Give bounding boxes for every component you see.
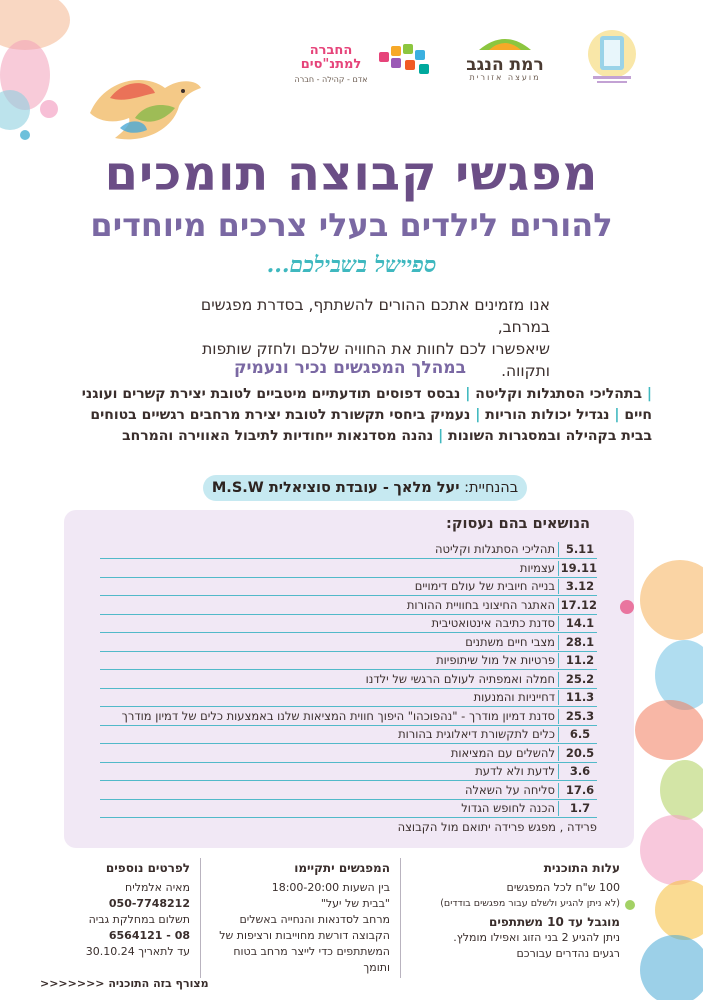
topic-row bbox=[100, 596, 597, 615]
school-emblem bbox=[585, 26, 639, 86]
intro-line-1: אנו מזמינים אתכם ההורים להשתתף, בסדרת מפגשים במרחב, bbox=[200, 296, 550, 336]
meetings-line: בין השעות 18:00-20:00 bbox=[271, 881, 390, 894]
topic-separator bbox=[558, 764, 559, 779]
intro-line-2: שיאפשרו לכם לחוות את החוויה שלכם ולחזק שותפות ותקווה. bbox=[202, 340, 550, 380]
topic-separator bbox=[558, 801, 559, 816]
topic-date: 5.11 bbox=[565, 542, 595, 556]
details-title: לפרטים נוספים bbox=[105, 861, 190, 875]
topic-text: פרידה , מפגש פרידה יתואם מול הקבוצה bbox=[397, 819, 597, 834]
topic-date: 1.7 bbox=[569, 801, 591, 815]
topics-title: הנושאים בהם נעסוק: bbox=[446, 516, 590, 532]
community-center-tagline: אדם - קהילה - חברה bbox=[294, 75, 368, 84]
topic-row bbox=[100, 614, 597, 633]
meetings-line: הקבוצה דורשת מחוייבות ורציפות של bbox=[219, 929, 390, 942]
topic-date: 17.12 bbox=[560, 597, 597, 612]
topic-date: 14.1 bbox=[565, 616, 595, 630]
topic-text: בנייה חיובית של עולם דימויים bbox=[414, 579, 555, 593]
topic-date: 11.2 bbox=[565, 653, 595, 667]
topic-text: עצמיות bbox=[519, 560, 555, 575]
council-name: רמת הנגב bbox=[466, 54, 544, 75]
topic-separator bbox=[558, 561, 559, 576]
topic-row bbox=[100, 818, 597, 837]
deadline: עד לתאריך 30.10.24 bbox=[85, 945, 190, 958]
process-item: בבית בקהילה ובמסגרות השונות bbox=[448, 428, 652, 444]
footer-note bbox=[40, 977, 340, 990]
meetings-line: מרחב לסדנאות והנחייה באשלים bbox=[239, 913, 390, 926]
topic-date: 25.2 bbox=[565, 671, 595, 686]
topic-text: פרטיות אל מול שיתופיות bbox=[436, 653, 555, 667]
cost-line: ניתן להגיע 2 בני הזוג ואפילו מומלץ. bbox=[453, 931, 620, 944]
topic-row bbox=[100, 559, 597, 578]
facilitator-name: יעל מלאך bbox=[393, 480, 460, 496]
facilitator-prefix: בהנחיית: bbox=[464, 480, 519, 496]
topic-separator bbox=[558, 690, 559, 705]
topic-date: 28.1 bbox=[565, 634, 595, 649]
contact-name: מאיה אלמליח bbox=[125, 881, 190, 894]
topic-separator bbox=[558, 542, 559, 557]
facilitator-title: - עובדת סוציאלית M.S.W bbox=[211, 480, 389, 496]
cost-limit: מוגבל עד 10 משתתפים bbox=[489, 915, 620, 929]
topic-separator bbox=[558, 653, 559, 668]
meetings-line: "בבית של יעל" bbox=[320, 897, 390, 910]
topic-separator bbox=[558, 783, 559, 798]
topic-date: 20.5 bbox=[565, 745, 595, 760]
topic-separator bbox=[558, 635, 559, 650]
meetings-line: המשתתפים כדי לייצר מרחב בטוח ותומך bbox=[233, 945, 390, 974]
topic-date: 17.6 bbox=[565, 782, 595, 797]
tagline: ספיישל בשבילכם... bbox=[266, 252, 437, 278]
topic-date: 3.6 bbox=[569, 764, 591, 778]
topic-text: חמלה ואמפתיה לעולם הרגשי של ילדנו bbox=[365, 671, 555, 686]
topic-separator bbox=[558, 709, 559, 724]
topic-row bbox=[100, 707, 597, 726]
topic-date: 11.3 bbox=[565, 690, 595, 704]
topic-text: להשלים עם המציאות bbox=[450, 745, 555, 760]
column-divider bbox=[200, 858, 201, 978]
cost-line: 100 ש"ח לכל המפגשים bbox=[506, 881, 620, 894]
cost-column bbox=[430, 860, 620, 962]
page-title: מפגשי קבוצה תומכים bbox=[104, 146, 599, 202]
process-item: נגדיל יכולות הוריות bbox=[485, 407, 610, 423]
topic-row bbox=[100, 799, 597, 818]
meetings-title: המפגשים יתקיימו bbox=[294, 861, 390, 875]
topic-row bbox=[100, 651, 597, 670]
cost-title: עלות התוכנית bbox=[543, 861, 620, 875]
topic-text: האתגר החיצוני בחוויית ההורות bbox=[406, 597, 555, 612]
footer-arrows: >>>>>>> bbox=[40, 977, 105, 990]
topic-date: 25.3 bbox=[565, 708, 595, 723]
topic-text: סליחה על השאלה bbox=[464, 782, 555, 797]
topic-separator bbox=[558, 727, 559, 742]
community-center-name: החברה למתנ"סים bbox=[300, 43, 362, 73]
details-column bbox=[40, 860, 190, 960]
process-item: נבסס דפוסים תודעתיים מיטביים לטובת יצירת קשרים ועוגני bbox=[81, 386, 461, 402]
topic-text: כלים לתקשורת דיאלוגית בהורות bbox=[398, 727, 555, 741]
cost-note: (לא ניתן להגיע ולשלם עבור מפגשים בודדים) bbox=[440, 898, 620, 909]
topic-row bbox=[100, 540, 597, 559]
topic-separator bbox=[558, 746, 559, 761]
topic-date: 3.12 bbox=[565, 579, 595, 593]
facilitator-badge bbox=[203, 475, 527, 501]
process-item: נעמיק ביחסי תקשורת לטובת יצירת מרחבים רגשיים בטוחים bbox=[90, 407, 471, 423]
topic-row bbox=[100, 725, 597, 744]
process-title: במהלך המפגשים נכיר ונעמיק bbox=[234, 358, 466, 378]
process-list: | בתהליכי הסתגלות וקליטה | נבסס דפוסים תודעתיים מיטביים לטובת יצירת קשרים ועוגני חיים | נגדיל יכולות הוריות | נעמיק ביחסי תקשורת לטובת יצירת מרחבים רגשיים בטוחים בבית בקהילה ובמסגרות השונות | נהנה מסדנאות ייחודיות לתיבול האווירה והמרחב bbox=[81, 386, 652, 444]
community-center-logo-mark bbox=[377, 42, 433, 82]
topic-date: 19.11 bbox=[560, 560, 597, 575]
topic-row bbox=[100, 633, 597, 652]
process-item: נהנה מסדנאות ייחודיות לתיבול האווירה והמרחב bbox=[122, 428, 434, 444]
payment-phone: 08 - 6564121 bbox=[108, 929, 190, 942]
cost-line: רגעים נהדרים עבורכם bbox=[516, 947, 620, 960]
topic-text: דחייניות והמנעות bbox=[473, 690, 555, 704]
process-item: חיים bbox=[624, 407, 652, 423]
council-logo-mark bbox=[475, 28, 535, 52]
topic-text: סדנת כתיבה אינטואטיבית bbox=[431, 616, 555, 630]
contact-phone: 050-7748212 bbox=[108, 897, 190, 910]
topic-row bbox=[100, 670, 597, 689]
topic-text: מצבי חיים משתנים bbox=[465, 634, 555, 649]
topic-row bbox=[100, 744, 597, 763]
topic-row bbox=[100, 762, 597, 781]
page-subtitle: להורים לילדים בעלי צרכים מיוחדים bbox=[90, 206, 613, 244]
dove-hands-illustration bbox=[85, 58, 205, 148]
council-subtitle: מועצה אזורית bbox=[469, 73, 541, 83]
topic-row bbox=[100, 688, 597, 707]
topic-text: הכנה לחופש הגדול bbox=[461, 801, 555, 815]
topic-text: לדעת ולא לדעת bbox=[475, 764, 555, 778]
column-divider bbox=[400, 858, 401, 978]
topic-separator bbox=[558, 579, 559, 594]
topic-separator bbox=[558, 616, 559, 631]
topic-separator bbox=[558, 598, 559, 613]
process-item: בתהליכי הסתגלות וקליטה bbox=[475, 386, 642, 402]
topic-row bbox=[100, 577, 597, 596]
footer-text: מצורף בזה התוכניה bbox=[108, 977, 209, 990]
topic-text: סדנת דמיון מודרך - "נהפוכהו" היפוך חווית המציאות שלנו באמצעות כלים של דמיון מודרך bbox=[121, 708, 555, 723]
topic-separator bbox=[558, 672, 559, 687]
topic-date: 6.5 bbox=[569, 727, 591, 741]
topic-text: תהליכי הסתגלות וקליטה bbox=[434, 542, 555, 556]
council-logo bbox=[455, 28, 555, 83]
payment-dept: תשלום במחלקת גביה bbox=[88, 913, 190, 926]
topic-row bbox=[100, 781, 597, 800]
meetings-column bbox=[210, 860, 390, 976]
